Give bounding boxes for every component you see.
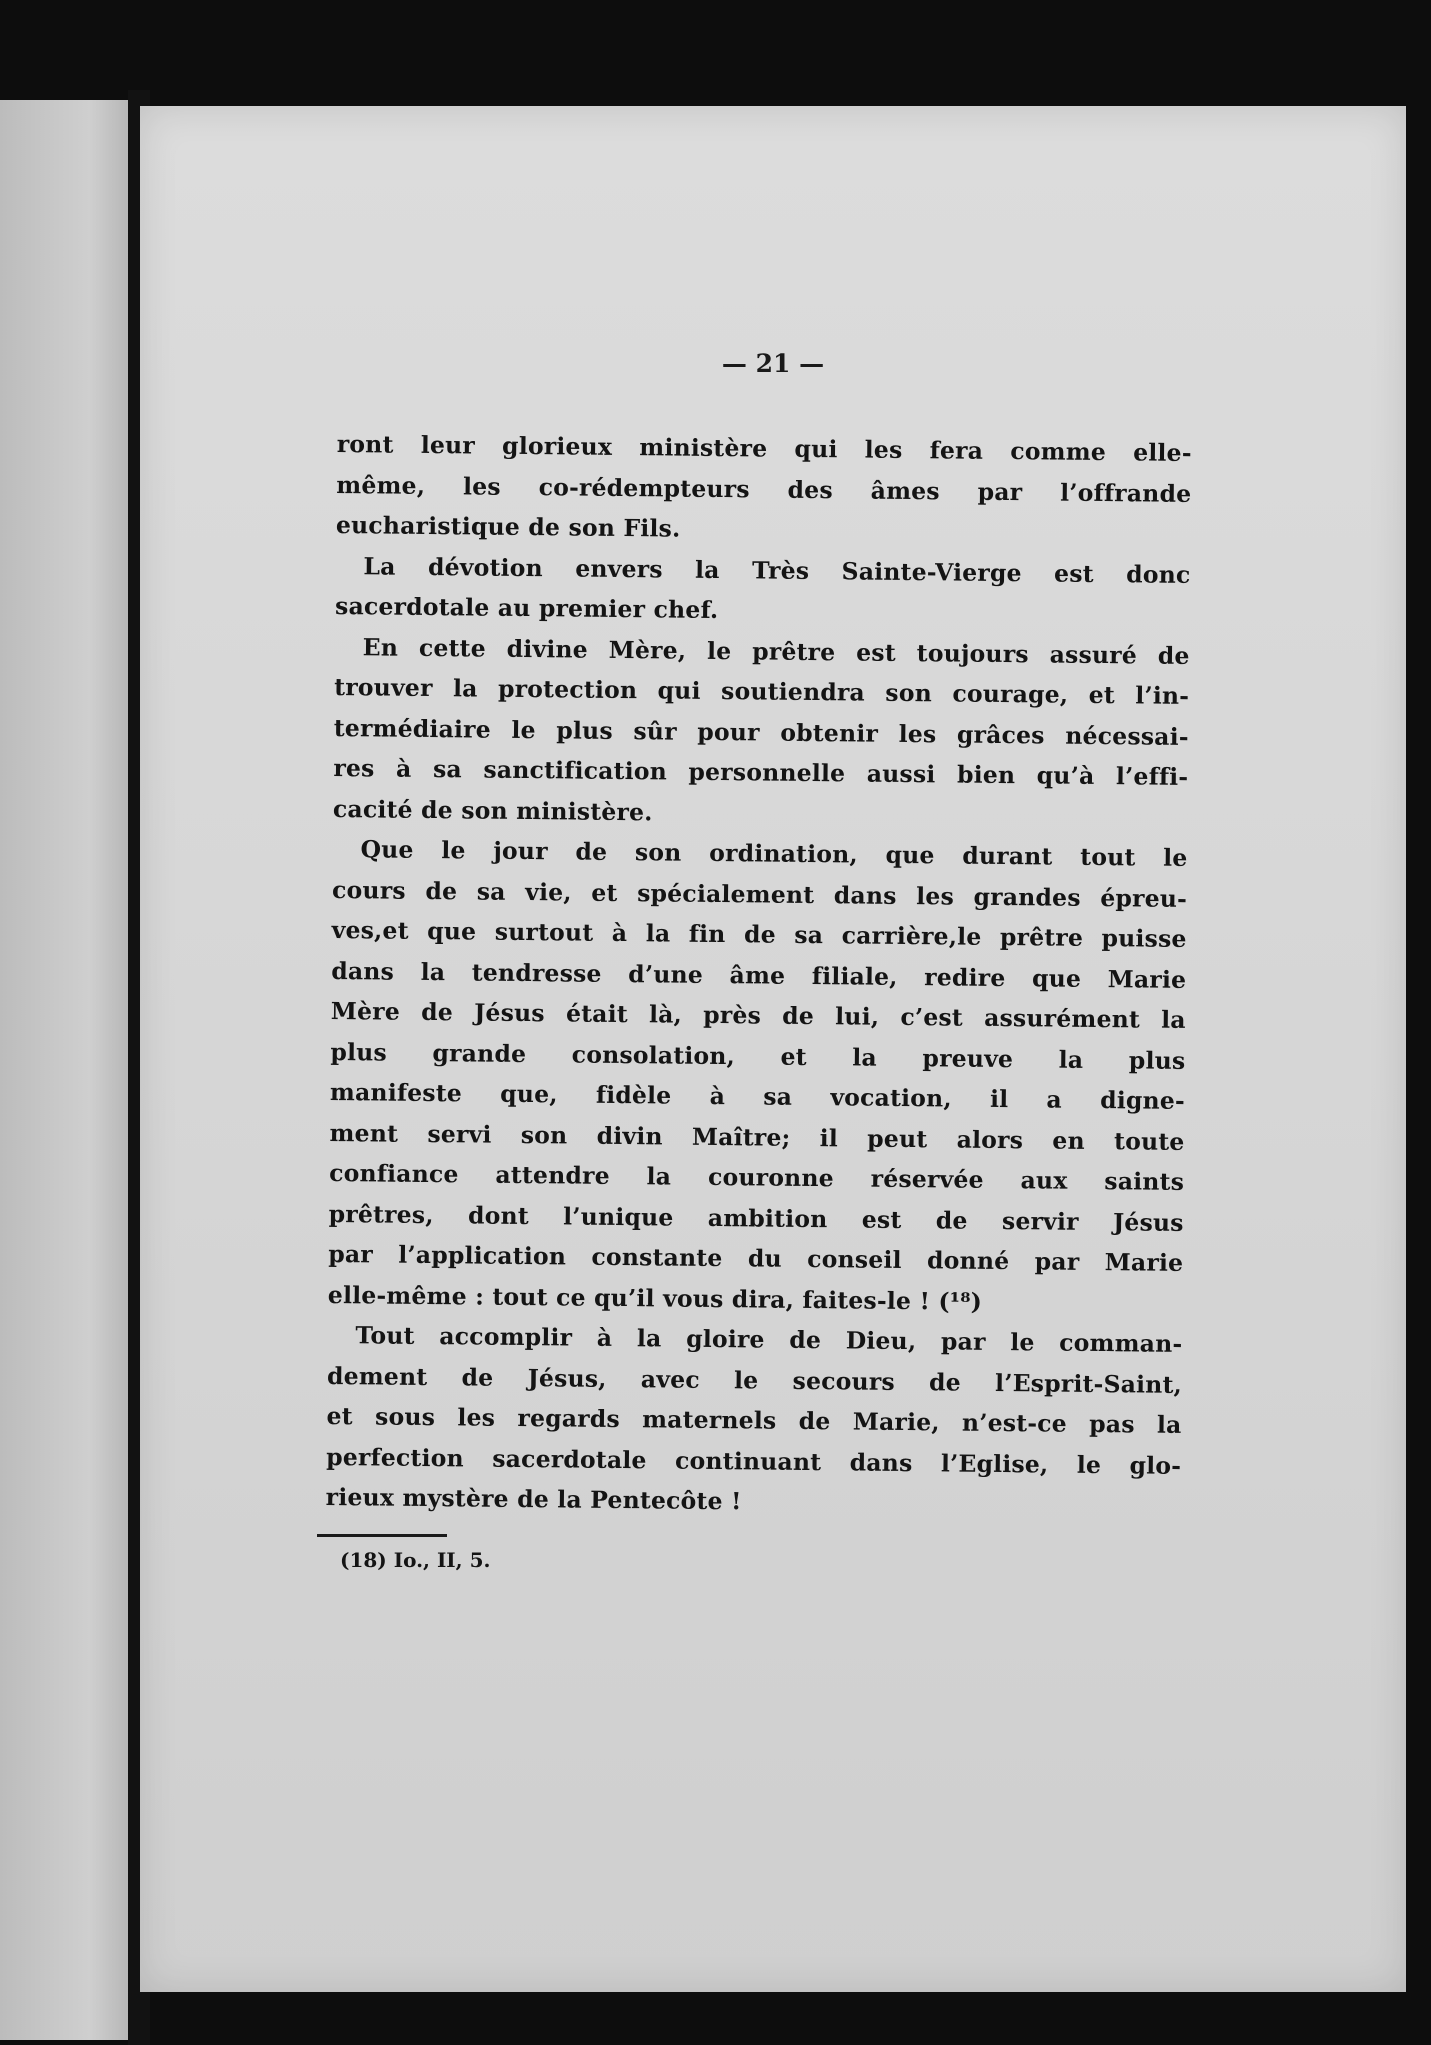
body-text: [326, 424, 1192, 1526]
text-line: dement de Jésus, avec le secours de l’Esprit-Saint,: [326, 1361, 1183, 1399]
text-line: même, les co-rédempteurs des âmes par l’offrande: [336, 470, 1192, 508]
text-line: perfection sacerdotale continuant dans l’Eglise, le glo-: [326, 1442, 1182, 1480]
text-line: Que le jour de son ordination, que durant tout le: [360, 835, 1188, 872]
text-line: cours de sa vie, et spécialement dans les grandes épreu-: [331, 875, 1188, 913]
text-line: ment servi son divin Maître; il peut alors en toute: [329, 1118, 1185, 1156]
text-line: par l’application constante du conseil donné par Marie: [328, 1239, 1184, 1277]
text-line: prêtres, dont l’unique ambition est de servir Jésus: [328, 1199, 1184, 1237]
book-page: [140, 106, 1406, 1992]
text-line: termédiaire le plus sûr pour obtenir les grâces nécessai-: [333, 713, 1189, 751]
page-number: — 21 —: [721, 349, 825, 378]
facing-page-edge: [0, 100, 128, 2040]
text-line: ront leur glorieux ministère qui les fera comme elle-: [336, 429, 1192, 467]
text-line: elle-même : tout ce qu’il vous dira, faites-le ! (¹⁸): [327, 1280, 983, 1316]
text-line: plus grande consolation, et la preuve la plus: [330, 1037, 1186, 1075]
text-line: En cette divine Mère, le prêtre est toujours assuré de: [362, 632, 1190, 670]
text-line: sacerdotale au premier chef.: [334, 591, 719, 625]
footnote-separator: [317, 1534, 447, 1537]
text-line: manifeste que, fidèle à sa vocation, il a digne-: [329, 1077, 1186, 1115]
text-line: rieux mystère de la Pentecôte !: [325, 1482, 742, 1516]
text-line: res à sa sanctification personnelle aussi bien qu’à l’effi-: [333, 753, 1189, 791]
text-line: Tout accomplir à la gloire de Dieu, par le comman-: [355, 1321, 1183, 1358]
footnote: (18) Io., II, 5.: [340, 1548, 491, 1572]
text-line: et sous les regards maternels de Marie, n’est-ce pas la: [326, 1401, 1182, 1439]
text-line: ves,et que surtout à la fin de sa carrière,le prêtre puisse: [331, 915, 1187, 953]
text-line: La dévotion envers la Très Sainte-Vierge est donc: [363, 551, 1191, 589]
text-line: confiance attendre la couronne réservée aux saints: [329, 1158, 1185, 1196]
text-line: trouver la protection qui soutiendra son courage, et l’in-: [334, 672, 1190, 710]
text-line: cacité de son ministère.: [332, 794, 653, 826]
text-line: dans la tendresse d’une âme filiale, redire que Marie: [331, 956, 1187, 994]
text-line: eucharistique de son Fils.: [335, 510, 681, 543]
text-line: Mère de Jésus était là, près de lui, c’est assurément la: [330, 996, 1186, 1034]
